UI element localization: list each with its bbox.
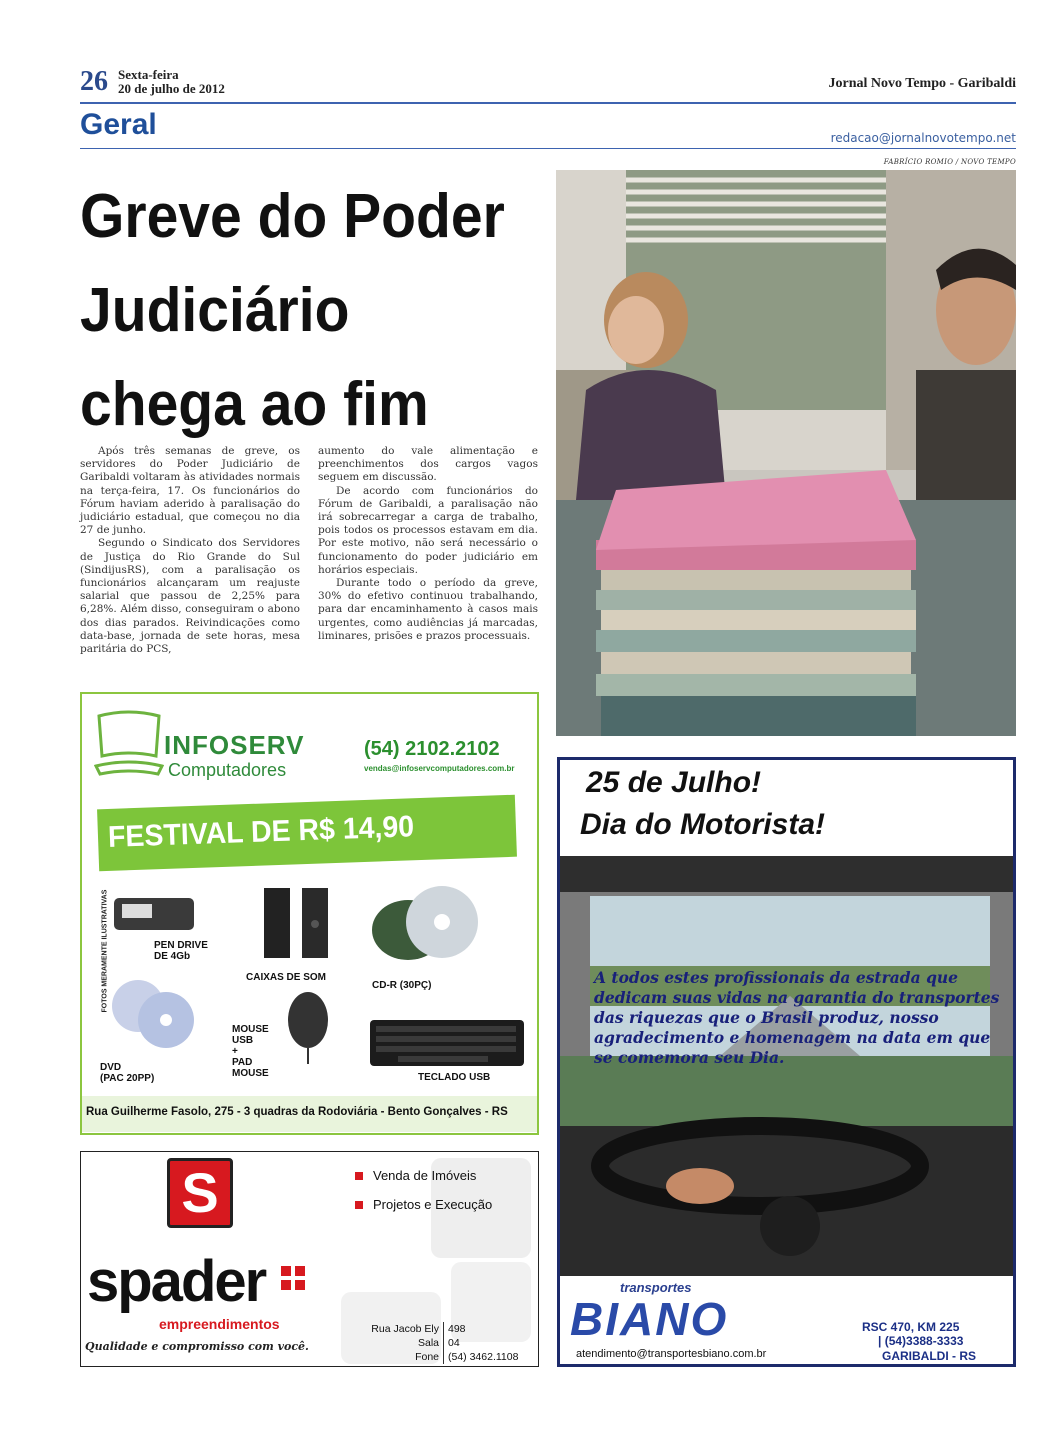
biano-brand-small: transportes — [620, 1280, 692, 1295]
product-cd-r: CD-R (30PÇ) — [372, 980, 432, 991]
spader-logo-icon: S — [167, 1158, 233, 1228]
ad-spader[interactable] — [80, 1151, 539, 1367]
spader-brand: spader — [87, 1249, 266, 1314]
article-column-1 — [80, 445, 300, 656]
biano-title-1: 25 de Julho! — [586, 766, 762, 799]
date: 20 de julho de 2012 — [118, 81, 225, 96]
section-title: Geral — [80, 108, 157, 141]
infoserv-brand: INFOSERV — [164, 730, 305, 760]
paragraph: Após três semanas de greve, os servidores do Poder Judiciário de Garibaldi voltaram às atividades normais na terça-feira, 17. Os funcionários do Fórum haviam aderido à paralisação do judiciário estadual, que começou no dia 27 de junho. — [80, 445, 300, 537]
bullet-icon — [355, 1172, 363, 1180]
computer-logo-icon — [94, 708, 164, 778]
mouse-icon — [278, 990, 338, 1066]
biano-brand: BIANO — [570, 1293, 729, 1345]
infoserv-email[interactable]: vendas@infoservcomputadores.com.br — [364, 764, 515, 773]
paragraph: De acordo com funcionários do Fórum de Garibaldi, a paralisação não irá sobrecarregar a carga de trabalho, pois todos os processos estavam em dia. Por este motivo, não será necessário o funcionamento do poder judiciário em horários especiais. — [318, 484, 538, 576]
pen-drive-icon — [110, 890, 208, 936]
spader-address — [347, 1322, 529, 1364]
office-photo-illustration — [556, 170, 1016, 736]
address-label: Fone — [415, 1351, 439, 1363]
address-value: 498 — [443, 1322, 466, 1336]
paragraph: Segundo o Sindicato dos Servidores de Justiça do Rio Grande do Sul (SindijusRS), com a paralisação os funcionários alcançaram um reajuste salarial que passou de 2,25% para 6,28%. Além disso, conseguiram o abono dos dias parados. Reivindicações como data-base, jornada de sete horas, mesa paritária do PCS, — [80, 537, 300, 656]
brand-dot — [281, 1266, 291, 1276]
product-mouse: MOUSE USB + PAD MOUSE — [232, 1024, 269, 1079]
page-number: 26 — [80, 66, 108, 97]
ad-biano[interactable] — [557, 757, 1016, 1367]
address-row — [347, 1336, 529, 1350]
spader-slogan: Qualidade e compromisso com você. — [85, 1340, 309, 1353]
newsroom-email[interactable]: redacao@jornalnovotempo.net — [830, 131, 1016, 145]
headline-line: chega ao fim — [80, 370, 429, 439]
product-keyboard: TECLADO USB — [418, 1072, 491, 1083]
biano-email[interactable]: atendimento@transportesbiano.com.br — [576, 1348, 767, 1360]
cd-icon — [368, 880, 488, 970]
article-column-2 — [318, 445, 538, 643]
newspaper-name: Jornal Novo Tempo - Garibaldi — [828, 76, 1016, 91]
infoserv-address: Rua Guilherme Fasolo, 275 - 3 quadras da Rodoviária - Bento Gonçalves - RS — [86, 1106, 508, 1118]
brand-dot — [295, 1266, 305, 1276]
header-rule — [80, 102, 1016, 104]
section-rule — [80, 148, 1016, 149]
product-pen-drive: PEN DRIVE DE 4Gb — [154, 940, 208, 962]
weekday: Sexta-feira — [118, 67, 179, 82]
address-label: Rua Jacob Ely — [371, 1323, 439, 1335]
spader-sub: empreendimentos — [159, 1316, 280, 1332]
product-dvd: DVD (PAC 20PP) — [100, 1062, 155, 1084]
paragraph: aumento do vale alimentação e preenchimentos dos cargos vagos seguem em discussão. — [318, 445, 538, 484]
promo-banner-text: FESTIVAL DE R$ 14,90 — [107, 810, 415, 854]
address-value: 04 — [443, 1336, 460, 1350]
ad-infoserv[interactable] — [80, 692, 539, 1135]
photo-credit: FABRÍCIO ROMIO / NOVO TEMPO — [883, 158, 1016, 166]
biano-address-1: RSC 470, KM 225 — [862, 1320, 960, 1334]
article-photo — [556, 170, 1016, 736]
address-value: (54) 3462.1108 — [443, 1350, 518, 1364]
service-item: Projetos e Execução — [373, 1197, 493, 1212]
headline-line: Judiciário — [80, 276, 350, 345]
address-strip — [82, 1096, 537, 1132]
speakers-icon — [252, 884, 342, 964]
biano-message: A todos estes profissionais da estrada que dedicam suas vidas na garantia do transportes das riquezas que o Brasil produz, nosso agradecimento e homenagem na data em que se comemora seu Dia. — [594, 968, 1000, 1067]
biano-city: GARIBALDI - RS — [882, 1349, 976, 1363]
product-speakers: CAIXAS DE SOM — [246, 972, 327, 983]
biano-phone[interactable]: | (54)3388-3333 — [878, 1334, 964, 1348]
keyboard-icon — [368, 1014, 528, 1070]
brand-dot — [295, 1280, 305, 1290]
infoserv-subtitle: Computadores — [168, 760, 287, 780]
headline-line: Greve do Poder — [80, 182, 505, 251]
headline — [80, 170, 512, 452]
date-block — [118, 68, 225, 96]
brand-dot — [281, 1280, 291, 1290]
bullet-icon — [355, 1201, 363, 1209]
address-row — [347, 1322, 529, 1336]
infoserv-phone[interactable]: (54) 2102.2102 — [364, 738, 500, 760]
photo-disclaimer: FOTOS MERAMENTE ILUSTRATIVAS — [101, 889, 109, 1013]
dvd-icon — [104, 976, 214, 1056]
biano-title-2: Dia do Motorista! — [580, 808, 825, 841]
address-label: Sala — [417, 1337, 439, 1349]
service-item: Venda de Imóveis — [373, 1168, 477, 1183]
paragraph: Durante todo o período da greve, 30% do efetivo continuou trabalhando, para dar encaminhamento à casos mais urgentes, como audiências já marcadas, liminares, prisões e prazos processuais. — [318, 577, 538, 642]
promo-banner — [97, 795, 517, 872]
address-row — [347, 1350, 529, 1364]
